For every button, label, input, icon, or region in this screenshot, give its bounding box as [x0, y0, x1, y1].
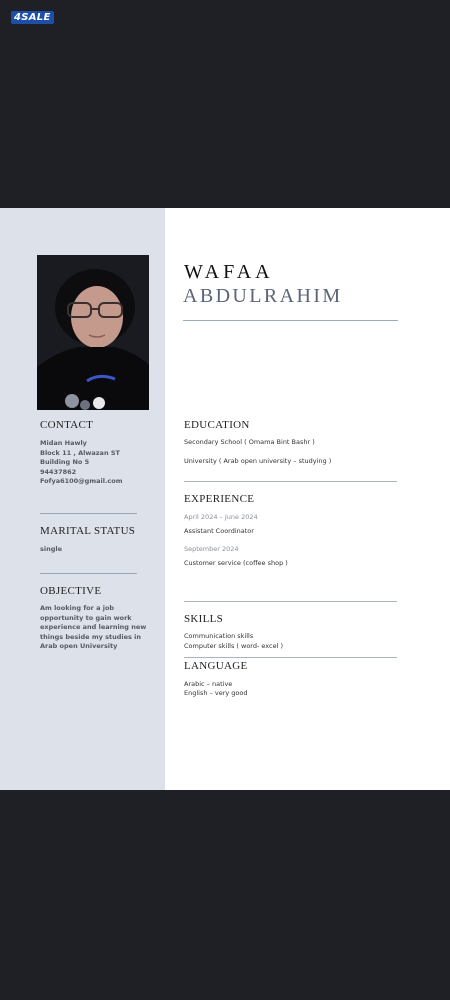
skill-item: Communication skills — [184, 632, 254, 640]
brand-logo[interactable]: 4SALE — [11, 11, 54, 24]
resume-sidebar — [0, 208, 165, 790]
experience-heading: EXPERIENCE — [184, 493, 255, 505]
experience-date: September 2024 — [184, 545, 239, 553]
skills-heading: SKILLS — [184, 613, 224, 625]
name-divider — [183, 320, 398, 321]
education-heading: EDUCATION — [184, 419, 250, 431]
section-divider — [184, 481, 397, 482]
resume-document — [0, 208, 450, 790]
objective-heading: OBJECTIVE — [40, 585, 102, 597]
profile-photo-image — [37, 255, 149, 410]
education-item: Secondary School ( Omama Bint Bashr ) — [184, 438, 315, 446]
skill-item: Computer skills ( word- excel ) — [184, 642, 283, 650]
section-divider — [184, 657, 397, 658]
experience-role: Customer service (coffee shop ) — [184, 559, 288, 567]
marital-status-value: single — [40, 545, 63, 553]
language-item: English – very good — [184, 689, 248, 697]
contact-email: Fofya6100@gmail.com — [40, 477, 123, 485]
contact-phone: 94437862 — [40, 467, 77, 476]
experience-role: Assistant Coordinator — [184, 527, 254, 535]
profile-photo — [37, 255, 149, 410]
marital-status-heading: MARITAL STATUS — [40, 525, 136, 537]
first-name: WAFAA — [184, 261, 274, 283]
section-divider — [184, 601, 397, 602]
sidebar-divider — [40, 573, 137, 574]
contact-details — [40, 439, 155, 487]
contact-address-line: Midan Hawly — [40, 439, 87, 447]
language-item: Arabic – native — [184, 680, 233, 688]
experience-date: April 2024 – June 2024 — [184, 513, 258, 521]
contact-address-line: Block 11 , Alwazan ST — [40, 448, 120, 457]
objective-text: Am looking for a job opportunity to gain work experience and learning new things beside my studies in Arab open University — [40, 604, 147, 650]
education-item: University ( Arab open university – studying ) — [184, 457, 332, 465]
contact-address-line: Building No 5 — [40, 458, 90, 466]
sidebar-divider — [40, 513, 137, 514]
last-name: ABDULRAHIM — [183, 285, 343, 307]
language-heading: LANGUAGE — [184, 660, 248, 672]
contact-heading: CONTACT — [40, 419, 94, 431]
